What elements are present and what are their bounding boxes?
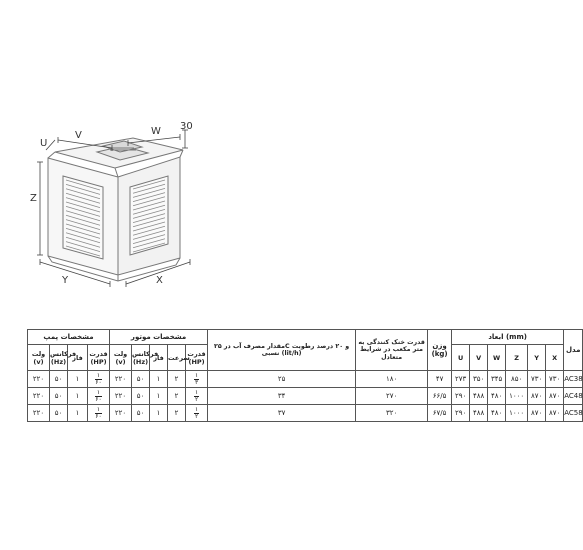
dim-label-30: 30 (180, 121, 193, 132)
dim-y-header: Y (528, 345, 546, 371)
motor-phase-cell: ۱ (150, 405, 168, 422)
fraction (95, 373, 101, 386)
motor-freq-cell: ۵۰ (132, 371, 150, 388)
motor-speed-header: سرعت (168, 345, 186, 371)
motor-freq-header: فرکانس (Hz) (132, 345, 150, 371)
dim-z-cell: ۱۰۰۰ (506, 405, 528, 422)
motor-volt-cell: ۲۲۰ (110, 371, 132, 388)
table-row (28, 405, 583, 422)
fraction-numerator: ۱ (96, 405, 101, 413)
pump-phase-cell: ۱ (68, 405, 88, 422)
cooling-capacity-header: قدرت خنک کنندگی به متر مکعب در شرایط متعادل (356, 330, 428, 371)
pump-volt-header: ولت (v) (28, 345, 50, 371)
dim-label-y: Y (62, 275, 69, 286)
cooling-capacity-cell: ۲۷۰ (356, 388, 428, 405)
motor-speed-cell: ۲ (168, 388, 186, 405)
dim-w-cell: ۳۴۵ (488, 371, 506, 388)
fraction-numerator: ۱ (194, 405, 199, 413)
water-usage-header: مقدار مصرف آب در ۲۵C و ۲۰ درصد رطوبت نسبی (lit/h) (208, 330, 356, 371)
dim-z-cell: ۸۵۰ (506, 371, 528, 388)
dim-u-cell: ۲۹۰ (452, 388, 470, 405)
dim-label-z: Z (30, 193, 37, 204)
fraction-denominator: ۲ (194, 395, 199, 403)
pump-freq-cell: ۵۰ (50, 405, 68, 422)
dim-w-cell: ۴۸۰ (488, 388, 506, 405)
model-cell: AC48 (564, 388, 583, 405)
dim-y-cell: ۸۷۰ (528, 405, 546, 422)
dim-y-cell: ۷۳۰ (528, 371, 546, 388)
fraction (194, 407, 199, 420)
water-usage-cell: ۳۷ (208, 405, 356, 422)
dim-x-header: X (546, 345, 564, 371)
pump-freq-cell: ۵۰ (50, 388, 68, 405)
fraction-numerator: ۱ (194, 371, 199, 379)
dim-v-header: V (470, 345, 488, 371)
pump-freq-header: فرکانس (Hz) (50, 345, 68, 371)
table-row (28, 371, 583, 388)
pump-power-cell (88, 371, 110, 388)
dim-label-u: U (40, 138, 48, 149)
cooling-capacity-cell: ۳۲۰ (356, 405, 428, 422)
dim-x-cell: ۸۷۰ (546, 405, 564, 422)
cooling-capacity-cell: ۱۸۰ (356, 371, 428, 388)
dim-y-cell: ۸۷۰ (528, 388, 546, 405)
table-row (28, 388, 583, 405)
pump-phase-cell: ۱ (68, 371, 88, 388)
dim-u-cell: ۲۹۰ (452, 405, 470, 422)
model-cell: AC38 (564, 371, 583, 388)
spec-table (27, 329, 583, 422)
motor-speed-cell: ۲ (168, 405, 186, 422)
weight-cell: ۶۷/۵ (428, 405, 452, 422)
fraction (95, 407, 101, 420)
fraction-denominator: ۲ (194, 412, 199, 420)
motor-phase-header: فاز (150, 345, 168, 371)
motor-group-header: مشخصات موتور (110, 330, 208, 345)
pump-volt-cell: ۲۲۰ (28, 388, 50, 405)
motor-freq-cell: ۵۰ (132, 405, 150, 422)
dim-u-header: U (452, 345, 470, 371)
motor-phase-cell: ۱ (150, 388, 168, 405)
pump-power-header: قدرت (HP) (88, 345, 110, 371)
pump-power-cell (88, 405, 110, 422)
pump-volt-cell: ۲۲۰ (28, 405, 50, 422)
dim-x-cell: ۷۳۰ (546, 371, 564, 388)
dim-label-x: X (156, 275, 163, 286)
motor-volt-cell: ۲۲۰ (110, 388, 132, 405)
dim-u-cell: ۲۷۳ (452, 371, 470, 388)
fraction-numerator: ۱ (96, 388, 101, 396)
water-usage-cell: ۳۴ (208, 388, 356, 405)
dim-z-header: Z (506, 345, 528, 371)
motor-speed-cell: ۲ (168, 371, 186, 388)
dim-x-cell: ۸۷۰ (546, 388, 564, 405)
weight-cell: ۶۶/۵ (428, 388, 452, 405)
pump-group-header: مشخصات پمپ (28, 330, 110, 345)
motor-volt-cell: ۲۲۰ (110, 405, 132, 422)
weight-cell: ۴۷ (428, 371, 452, 388)
motor-volt-header: ولت (v) (110, 345, 132, 371)
pump-power-cell (88, 388, 110, 405)
model-cell: AC58 (564, 405, 583, 422)
fraction-denominator: ۶۰ (95, 412, 102, 420)
motor-power-cell (186, 405, 208, 422)
dim-w-cell: ۴۸۰ (488, 405, 506, 422)
dim-w-header: W (488, 345, 506, 371)
model-header: مدل (564, 330, 583, 371)
pump-phase-cell: ۱ (68, 388, 88, 405)
dim-v-cell: ۴۸۸ (470, 405, 488, 422)
fraction-denominator: ۶۰ (95, 378, 102, 386)
dim-v-cell: ۳۵۰ (470, 371, 488, 388)
weight-header: وزن (kg) (428, 330, 452, 371)
fraction (95, 390, 101, 403)
motor-phase-cell: ۱ (150, 371, 168, 388)
fraction-numerator: ۱ (194, 388, 199, 396)
pump-freq-cell: ۵۰ (50, 371, 68, 388)
motor-power-cell (186, 388, 208, 405)
fraction (194, 390, 199, 403)
pump-volt-cell: ۲۲۰ (28, 371, 50, 388)
dim-label-v: V (75, 130, 82, 141)
motor-freq-cell: ۵۰ (132, 388, 150, 405)
fraction-numerator: ۱ (96, 371, 101, 379)
motor-power-cell (186, 371, 208, 388)
spec-table-body (28, 371, 583, 422)
dim-z-cell: ۱۰۰۰ (506, 388, 528, 405)
dim-label-w: W (151, 126, 161, 137)
pump-phase-header: فاز (68, 345, 88, 371)
water-usage-cell: ۲۵ (208, 371, 356, 388)
dimensions-group-header: ابعاد (mm) (452, 330, 564, 345)
fraction-denominator: ۶۰ (95, 395, 102, 403)
motor-power-header: قدرت (HP) (186, 345, 208, 371)
fraction-denominator: ۳ (194, 378, 199, 386)
dim-v-cell: ۴۸۸ (470, 388, 488, 405)
fraction (194, 373, 199, 386)
